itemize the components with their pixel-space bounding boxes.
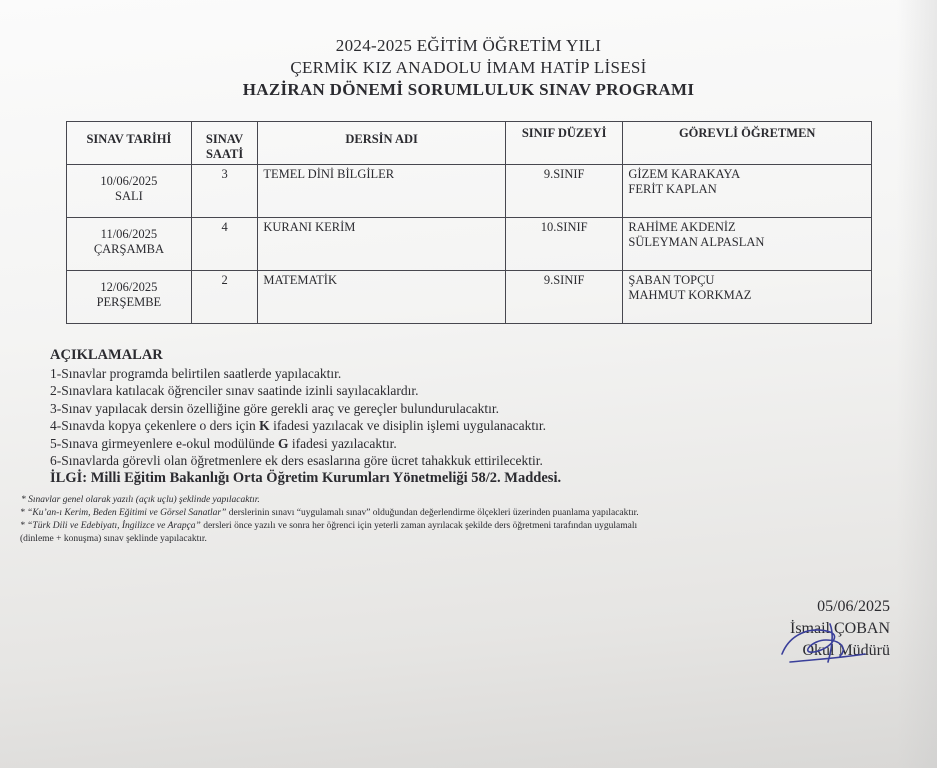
- note-code-k: K: [259, 418, 270, 433]
- note-code-g: G: [277, 435, 289, 451]
- exam-date: 10/06/2025: [100, 174, 158, 188]
- signature-name: İsmail ÇOBAN: [790, 620, 890, 637]
- course-cell: TEMEL DİNİ BİLGİLER: [258, 165, 506, 218]
- grade-cell: 9.SINIF: [505, 165, 623, 218]
- page-shadow: [897, 0, 937, 768]
- teacher-name: GİZEM KARAKAYA: [628, 167, 741, 181]
- course-cell: KURANI KERİM: [258, 218, 506, 271]
- teacher-cell: [623, 271, 872, 324]
- table-row: [67, 218, 872, 271]
- teacher-name: ŞABAN TOPÇU: [628, 273, 715, 287]
- hour-cell: 2: [191, 271, 258, 324]
- teacher-name: MAHMUT KORKMAZ: [628, 288, 752, 302]
- teacher-name: RAHİME AKDENİZ: [628, 220, 736, 234]
- teacher-name: SÜLEYMAN ALPASLAN: [628, 235, 765, 249]
- exam-day: SALI: [115, 189, 143, 203]
- note-item: 6-Sınavlarda görevli olan öğretmenlere ek ders esaslarına göre ücret tahakkuk ettirilecektir.: [50, 453, 543, 468]
- note-item: [50, 435, 561, 453]
- header-year: 2024-2025 EĞİTİM ÖĞRETİM YILI: [335, 36, 602, 55]
- notes-section: [50, 347, 561, 487]
- note-item: [50, 417, 561, 435]
- reference-line: İLGİ: Milli Eğitim Bakanlığı Orta Öğretim Kurumları Yönetmeliği 58/2. Maddesi.: [50, 469, 562, 486]
- grade-cell: 10.SINIF: [505, 218, 623, 271]
- footnote-text: dersleri önce yazılı ve sonra her öğrenci için yeterli zaman ayrılacak şekilde ders öğretmeni tarafından uygulamalı: [200, 521, 638, 531]
- header-school: ÇERMİK KIZ ANADOLU İMAM HATİP LİSESİ: [290, 58, 647, 77]
- table-header-row: [67, 122, 872, 165]
- col-header-teacher: GÖREVLİ ÖĞRETMEN: [623, 122, 872, 165]
- date-cell: [67, 165, 192, 218]
- exam-date: 11/06/2025: [100, 227, 158, 241]
- exam-day: ÇARŞAMBA: [93, 242, 164, 256]
- footnote-text: derslerinin sınavı “uygulamalı sınav” olduğundan değerlendirme ölçekleri üzerinden puanlama yapılacaktır.: [226, 508, 639, 518]
- note-item: 2-Sınavlara katılacak öğrenciler sınav saatinde izinli sayılacaklardır.: [50, 383, 419, 398]
- exam-schedule-table: [66, 121, 872, 324]
- footnote: [20, 507, 920, 520]
- footnote: (dinleme + konuşma) sınav şeklinde yapılacaktır.: [20, 534, 207, 544]
- col-header-course: DERSİN ADI: [258, 122, 506, 165]
- course-cell: MATEMATİK: [258, 271, 506, 324]
- col-header-grade: SINIF DÜZEYİ: [505, 122, 623, 165]
- date-cell: [67, 218, 192, 271]
- hour-cell: 4: [191, 218, 258, 271]
- note-text: ifadesi yazılacak ve disiplin işlemi uygulanacaktır.: [269, 418, 546, 433]
- grade-cell: 9.SINIF: [505, 271, 623, 324]
- signature-title: Okul Müdürü: [802, 642, 890, 659]
- exam-day: PERŞEMBE: [96, 295, 162, 309]
- teacher-name: FERİT KAPLAN: [628, 182, 717, 196]
- header-program-title: HAZİRAN DÖNEMİ SORUMLULUK SINAV PROGRAMI: [242, 80, 695, 99]
- footnote: [20, 520, 920, 533]
- exam-date: 12/06/2025: [100, 280, 158, 294]
- footnote: * Sınavlar genel olarak yazılı (açık uçlu) şeklinde yapılacaktır.: [21, 495, 260, 505]
- col-header-date: SINAV TARİHİ: [67, 122, 192, 165]
- note-text: 4-Sınavda kopya çekenlere o ders için: [50, 418, 260, 433]
- notes-heading: AÇIKLAMALAR: [50, 347, 163, 363]
- col-header-hour: SINAV SAATİ: [191, 122, 258, 165]
- handwritten-signature: [770, 604, 870, 674]
- teacher-cell: [623, 218, 872, 271]
- hour-cell: 3: [191, 165, 258, 218]
- note-item: 1-Sınavlar programda belirtilen saatlerde yapılacaktır.: [50, 365, 342, 381]
- date-cell: [67, 271, 192, 324]
- note-item: 3-Sınav yapılacak dersin özelliğine göre gerekli araç ve gereçler bulundurulacaktır.: [50, 400, 500, 416]
- teacher-cell: [623, 165, 872, 218]
- footnote-italic: * “Türk Dili ve Edebiyatı, İngilizce ve Arapça”: [20, 521, 201, 531]
- footnotes: [20, 494, 920, 546]
- footnote-italic: * “Ku’an-ı Kerim, Beden Eğitimi ve Görsel Sanatlar”: [20, 508, 227, 518]
- table-row: [67, 271, 872, 324]
- note-text: 5-Sınava girmeyenlere e-okul modülünde: [50, 435, 278, 451]
- note-text: ifadesi yazılacaktır.: [288, 435, 397, 451]
- signature-date: 05/06/2025: [817, 598, 890, 615]
- table-row: [67, 165, 872, 218]
